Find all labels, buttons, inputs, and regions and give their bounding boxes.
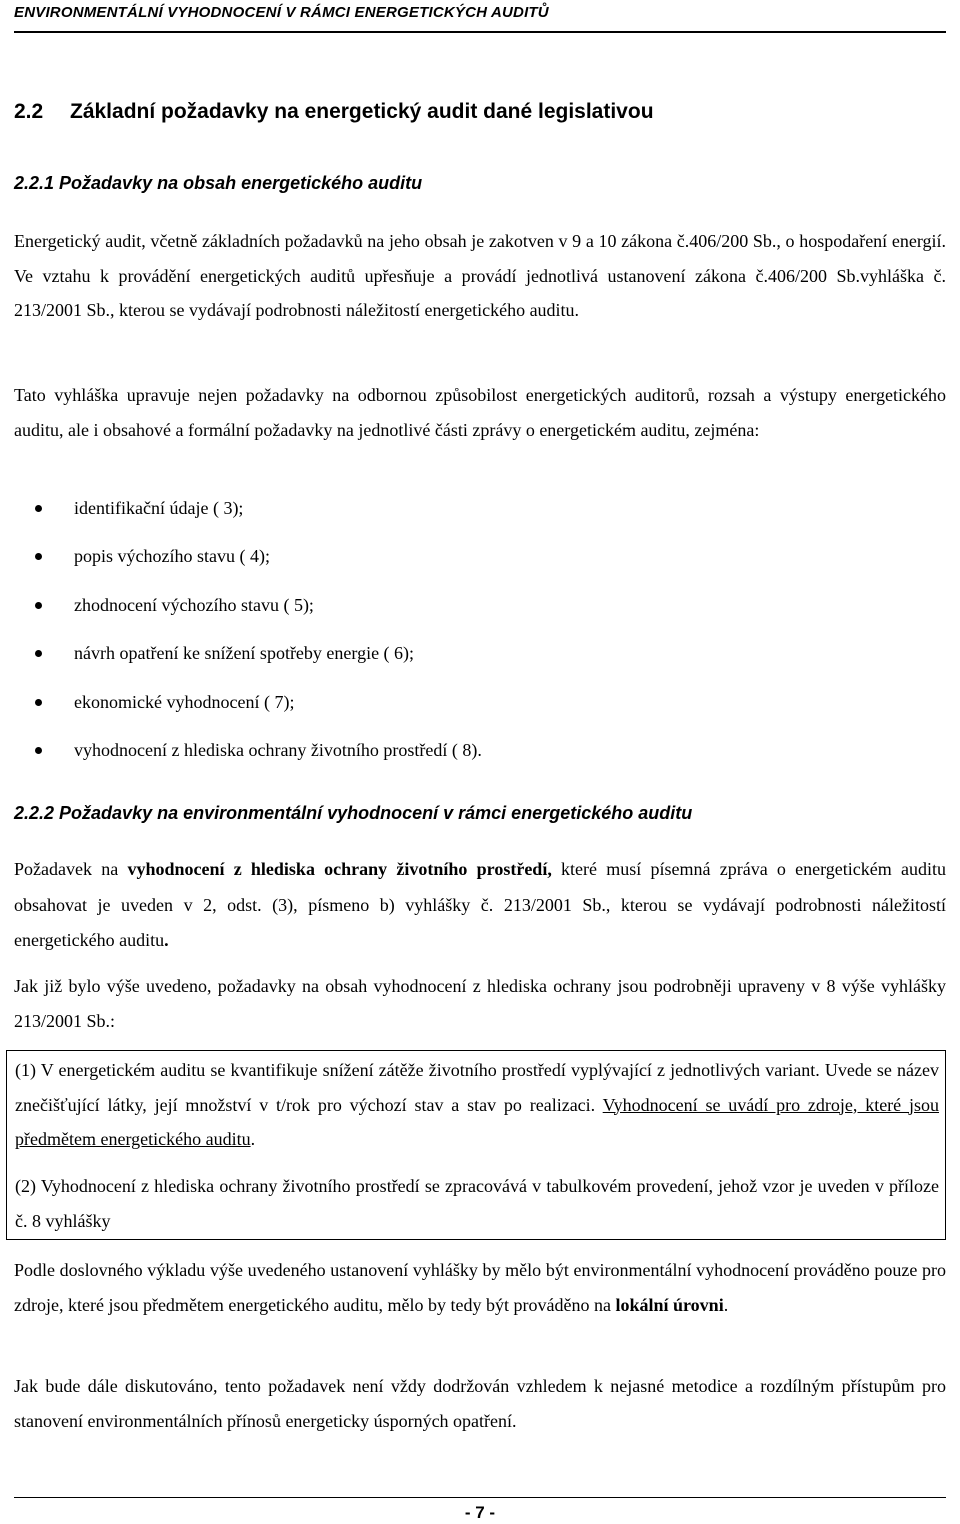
paragraph-4: Jak již bylo výše uvedeno, požadavky na obsah vyhodnocení z hlediska ochrany jsou podrobněji upraveny v 8 výše vyhlášky 213/2001 Sb.: xyxy=(14,976,946,1031)
emphasis-bold: vyhodnocení z hlediska ochrany životního prostředí, xyxy=(127,859,552,879)
bullet-dot xyxy=(35,602,42,609)
section-heading-2-2-2: 2.2.2 Požadavky na environmentální vyhodnocení v rámci energetického auditu xyxy=(14,803,693,823)
section-title: Základní požadavky na energetický audit dané legislativou xyxy=(70,100,654,123)
paragraph-5: Podle doslovného výkladu výše uvedeného ustanovení vyhlášky by mělo být environmentální vyhodnocení prováděno pouze pro zdroje, které jsou předmětem energetického auditu, mělo by tedy být prováděno na lokální úrovni. xyxy=(14,1260,946,1315)
list-item: návrh opatření ke snížení spotřeby energie ( 6); xyxy=(14,636,482,684)
paragraph-3: Požadavek na vyhodnocení z hlediska ochrany životního prostředí, které musí písemná zpráva o energetickém auditu obsahovat je uveden v 2, odst. (3), písmeno b) vyhlášky č. 213/2001 Sb., kterou se vydávají podrobnosti náležitostí energetického auditu. xyxy=(14,859,946,950)
bullet-dot xyxy=(35,553,42,560)
list-item: ekonomické vyhodnocení ( 7); xyxy=(14,685,482,733)
paragraph-6: Jak bude dále diskutováno, tento požadavek není vždy dodržován vzhledem k nejasné metodice a rozdílným přístupům pro stanovení environmentálních přínosů energeticky úsporných opatření. xyxy=(14,1376,946,1431)
list-item: popis výchozího stavu ( 4); xyxy=(14,539,482,587)
legal-quote-box xyxy=(6,1050,946,1240)
bullet-dot xyxy=(35,505,42,512)
list-item: identifikační údaje ( 3); xyxy=(14,491,482,539)
quote-paragraph-2: (2) Vyhodnocení z hlediska ochrany životního prostředí se zpracovává v tabulkovém provedení, jehož vzor je uveden v příloze č. 8 vyhlášky xyxy=(15,1176,939,1231)
paragraph-1: Energetický audit, včetně základních požadavků na jeho obsah je zakotven v 9 a 10 zákona č.406/200 Sb., o hospodaření energií. Ve vztahu k provádění energetických auditů upřesňuje a provádí jednotlivá ustanovení zákona č.406/200 Sb.vyhláška č. 213/2001 Sb., kterou se vydávají podrobnosti náležitostí energetického auditu. xyxy=(14,231,946,320)
bullet-dot xyxy=(35,650,42,657)
bullet-dot xyxy=(35,747,42,754)
list-item: zhodnocení výchozího stavu ( 5); xyxy=(14,588,482,636)
quote-paragraph-1: (1) V energetickém auditu se kvantifikuje snížení zátěže životního prostředí vyplývající z jednotlivých variant. Uvede se název znečišťující látky, její množství v t/rok pro výchozí stav a stav po realizaci. Vyhodnocení se uvádí pro zdroje, které jsou předmětem energetického auditu. xyxy=(15,1060,939,1149)
paragraph-2: Tato vyhláška upravuje nejen požadavky na odbornou způsobilost energetických auditorů, rozsah a výstupy energetického auditu, ale i obsahové a formální požadavky na jednotlivé části zprávy o energetickém auditu, zejména: xyxy=(14,385,946,440)
underlined-text: Vyhodnocení se uvádí pro zdroje, které jsou předmětem energetického auditu xyxy=(15,1094,939,1149)
header-rule xyxy=(14,31,946,33)
section-heading-2-2-1: 2.2.1 Požadavky na obsah energetického auditu xyxy=(14,173,423,193)
section-number: 2.2 xyxy=(14,100,44,123)
footer-rule xyxy=(14,1497,946,1498)
running-header: ENVIRONMENTÁLNÍ VYHODNOCENÍ V RÁMCI ENERGETICKÝCH AUDITŮ xyxy=(14,4,549,21)
emphasis-bold: lokální úrovni xyxy=(615,1294,724,1315)
bullet-list xyxy=(14,491,482,781)
page-number: - 7 - xyxy=(464,1503,496,1522)
bullet-dot xyxy=(35,699,42,706)
section-heading-2-2 xyxy=(14,100,654,124)
list-item: vyhodnocení z hlediska ochrany životního prostředí ( 8). xyxy=(14,733,482,781)
